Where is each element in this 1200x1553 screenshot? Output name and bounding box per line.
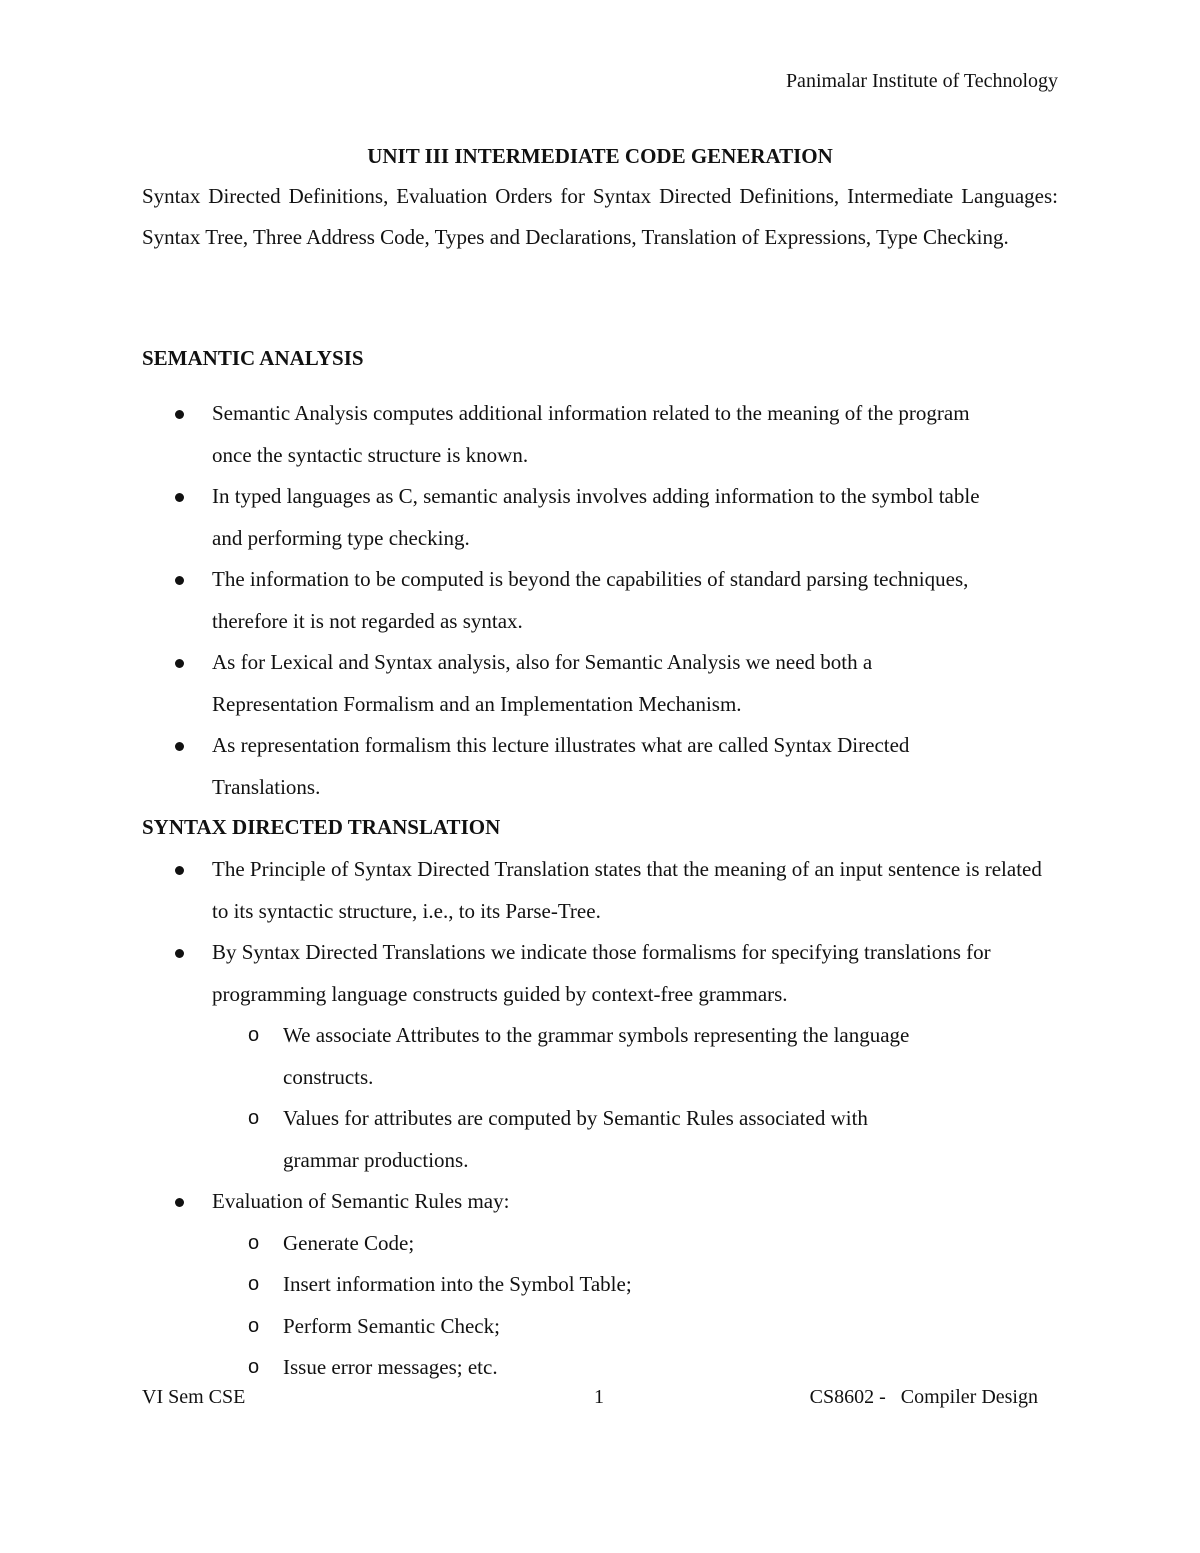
sub-list-item [212, 1223, 1058, 1265]
bullet-icon [175, 949, 184, 958]
footer-page-number: 1 [594, 1386, 604, 1408]
bullet-icon [175, 410, 184, 419]
bullet-icon [175, 1198, 184, 1207]
bullet-icon [175, 493, 184, 502]
unit-title: UNIT III INTERMEDIATE CODE GENERATION [367, 144, 833, 168]
semantic-analysis-list [142, 393, 992, 808]
list-item-text: As for Lexical and Syntax analysis, also for Semantic Analysis we need both a Representation Formalism and an Implementation Mechanism. [212, 650, 873, 716]
list-item-text: The information to be computed is beyond the capabilities of standard parsing techniques, therefore it is not regarded as syntax. [212, 567, 969, 633]
list-item [142, 932, 1058, 1181]
nested-list [212, 1015, 922, 1181]
list-item [142, 849, 1058, 932]
list-item [142, 1181, 1058, 1389]
syntax-directed-translation-heading: SYNTAX DIRECTED TRANSLATION [142, 815, 501, 839]
list-item-text: By Syntax Directed Translations we indicate those formalisms for specifying translations for programming language constructs guided by context-free grammars. [212, 940, 991, 1006]
list-item [142, 559, 992, 642]
list-item [142, 393, 992, 476]
semantic-analysis-heading: SEMANTIC ANALYSIS [142, 346, 364, 370]
circle-bullet-icon: o [248, 1356, 260, 1378]
sub-list-item-text: Perform Semantic Check; [283, 1313, 500, 1338]
circle-bullet-icon: o [248, 1024, 260, 1046]
list-item-text: In typed languages as C, semantic analysis involves adding information to the symbol table and performing type checking. [212, 484, 980, 550]
bullet-icon [175, 866, 184, 875]
bullet-icon [175, 576, 184, 585]
syllabus-paragraph: Syntax Directed Definitions, Evaluation Orders for Syntax Directed Definitions, Intermediate Languages: Syntax Tree, Three Address Code, Types and Declarations, Translation of Expressions, Type Checking. [142, 184, 1058, 249]
sub-list-item [212, 1306, 1058, 1348]
list-item-text: The Principle of Syntax Directed Translation states that the meaning of an input sentence is related to its syntactic structure, i.e., to its Parse-Tree. [212, 857, 1042, 923]
sub-list-item [212, 1098, 922, 1181]
footer-semester: VI Sem CSE [142, 1386, 246, 1408]
list-item-text: Semantic Analysis computes additional information related to the meaning of the program once the syntactic structure is known. [212, 401, 970, 467]
sub-list-item [212, 1347, 1058, 1389]
list-item-text: Evaluation of Semantic Rules may: [212, 1189, 510, 1213]
sub-list-item-text: We associate Attributes to the grammar symbols representing the language constructs. [283, 1023, 910, 1089]
running-header: Panimalar Institute of Technology [785, 70, 1058, 92]
sub-list-item [212, 1264, 1058, 1306]
sub-list-item-text: Generate Code; [283, 1230, 415, 1255]
list-item-text: As representation formalism this lecture illustrates what are called Syntax Directed Translations. [212, 733, 910, 799]
sub-list-item-text: Values for attributes are computed by Semantic Rules associated with grammar productions. [283, 1106, 868, 1172]
sub-list-item-text: Issue error messages; etc. [283, 1355, 498, 1379]
bullet-icon [175, 742, 184, 751]
sub-list-item [212, 1015, 922, 1098]
circle-bullet-icon: o [248, 1231, 260, 1254]
bullet-icon [175, 659, 184, 668]
list-item [142, 476, 992, 559]
sub-list-item-text: Insert information into the Symbol Table; [283, 1272, 632, 1296]
circle-bullet-icon: o [248, 1107, 260, 1129]
nested-list [212, 1223, 1058, 1389]
list-item [142, 725, 992, 808]
circle-bullet-icon: o [248, 1314, 260, 1337]
footer-course: CS8602 - Compiler Design [809, 1386, 1038, 1408]
circle-bullet-icon: o [248, 1273, 260, 1295]
syntax-directed-translation-list [142, 849, 1058, 1389]
list-item [142, 642, 992, 725]
